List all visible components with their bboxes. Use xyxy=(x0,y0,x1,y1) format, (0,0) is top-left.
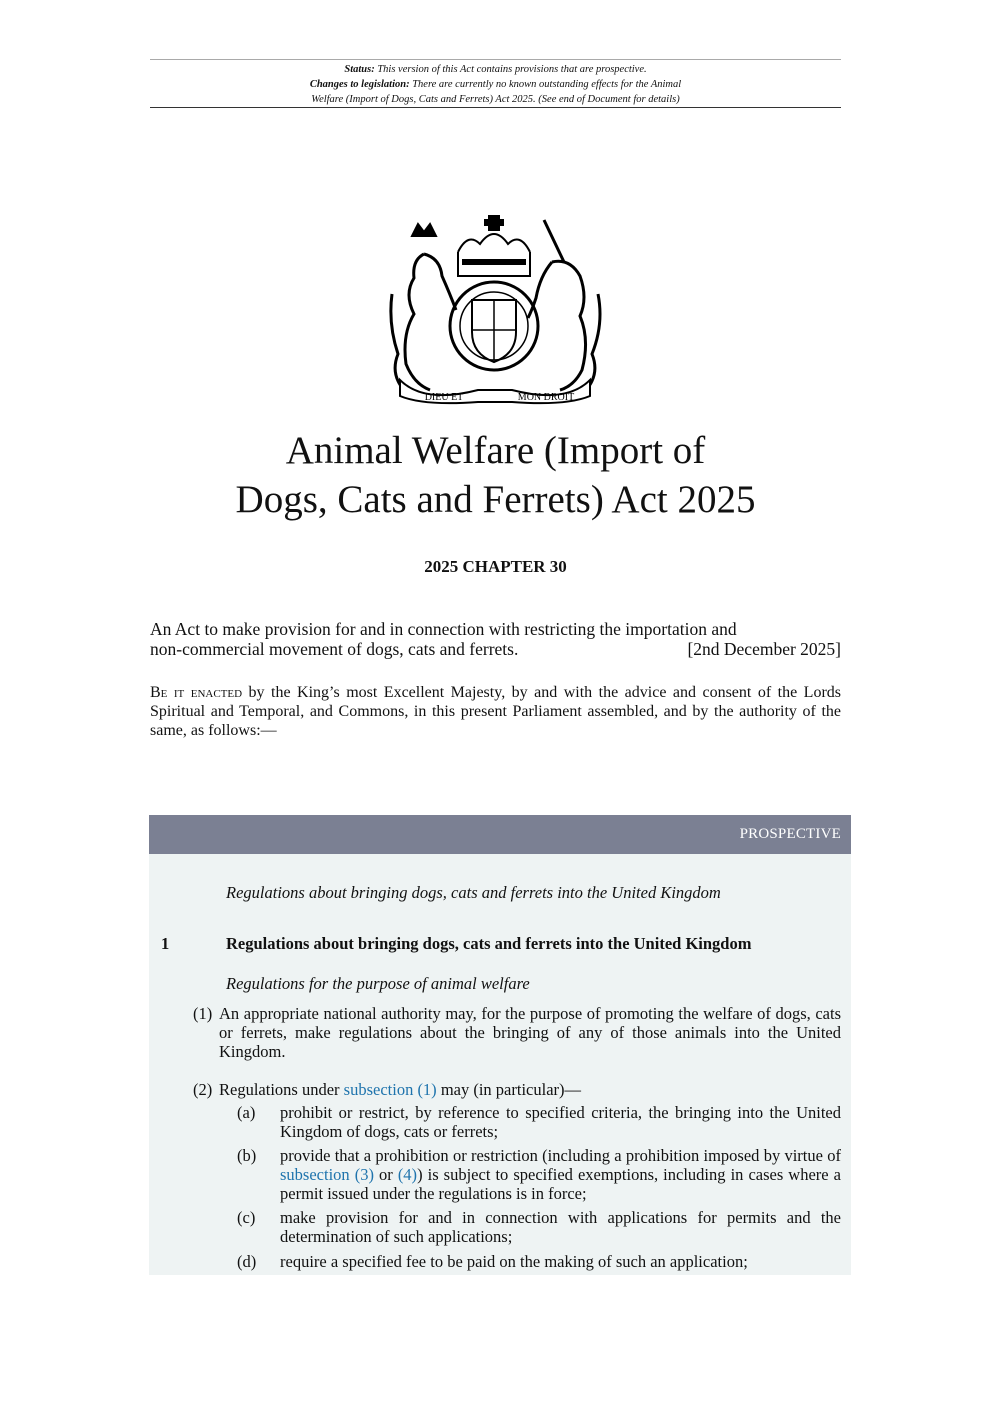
long-title-line1: An Act to make provision for and in connection with restricting the importation and xyxy=(150,619,737,639)
royal-coat-of-arms-icon xyxy=(384,214,606,406)
act-title-line2: Dogs, Cats and Ferrets) Act 2025 xyxy=(235,478,756,521)
motto-right: MON DROIT xyxy=(517,392,575,403)
prospective-block xyxy=(149,815,851,1275)
paragraph-number: (d) xyxy=(237,1252,257,1271)
subsection-number: (2) xyxy=(193,1080,213,1099)
act-title-line1: Animal Welfare (Import of xyxy=(285,429,706,472)
status-header xyxy=(150,59,841,108)
text-fragment: ) is subject to specified exemptions, including in cases where a permit issued under the regulations is in force; xyxy=(280,1165,841,1203)
subsection-text xyxy=(219,1080,841,1099)
act-title xyxy=(150,426,841,524)
paragraph-text xyxy=(280,1146,841,1203)
changes-text: There are currently no known outstanding effects for the Animal xyxy=(412,79,682,90)
subsection-1-link[interactable]: subsection (1) xyxy=(343,1080,437,1099)
royal-assent-date: [2nd December 2025] xyxy=(687,639,841,659)
subsection-number: (1) xyxy=(193,1004,213,1023)
changes-line xyxy=(150,77,841,92)
paragraph-d xyxy=(237,1252,841,1271)
paragraph-number: (a) xyxy=(237,1103,256,1122)
paragraph-b xyxy=(237,1146,841,1203)
paragraph-number: (c) xyxy=(237,1208,256,1227)
subsection-3-link[interactable]: subsection (3) xyxy=(280,1165,374,1184)
enacting-text: by the King’s most Excellent Majesty, by and with the advice and consent of the Lords Spiritual and Temporal, and Commons, in this present Parliament assembled, and by the authority of the same, as follows:— xyxy=(150,684,841,739)
changes-text-continued: Welfare (Import of Dogs, Cats and Ferrets) Act 2025. (See end of Document for details) xyxy=(311,94,680,105)
paragraph-c xyxy=(237,1208,841,1246)
paragraph-a xyxy=(237,1103,841,1141)
changes-label: Changes to legislation: xyxy=(309,79,410,90)
text-fragment: or xyxy=(373,1165,398,1184)
enacting-small-caps: Be it enacted xyxy=(150,684,243,701)
status-text: This version of this Act contains provisions that are prospective. xyxy=(377,64,647,75)
status-line xyxy=(150,62,841,77)
section-title: Regulations about bringing dogs, cats and ferrets into the United Kingdom xyxy=(226,934,752,953)
text-fragment: may (in particular)— xyxy=(436,1080,582,1099)
paragraph-text: make provision for and in connection with applications for permits and the determination of such applications; xyxy=(280,1208,841,1246)
section-subheading: Regulations for the purpose of animal welfare xyxy=(226,974,530,993)
prospective-banner: PROSPECTIVE xyxy=(149,815,851,854)
paragraph-text: require a specified fee to be paid on the making of such an application; xyxy=(280,1252,748,1271)
status-label: Status: xyxy=(344,64,375,75)
text-fragment: Regulations under xyxy=(219,1080,344,1099)
section-number: 1 xyxy=(161,934,170,953)
text-fragment: provide that a prohibition or restriction (including a prohibition imposed by virtue of xyxy=(280,1146,841,1165)
motto-left: DIEU ET xyxy=(424,392,464,403)
subsection-4-link[interactable]: (4) xyxy=(397,1165,418,1184)
subsection-1 xyxy=(193,1004,841,1061)
subsection-text: An appropriate national authority may, for the purpose of promoting the welfare of dogs, cats or ferrets, make regulations about the bringing of any of those animals into the United Kingdom. xyxy=(219,1004,841,1061)
long-title-line2: non-commercial movement of dogs, cats and ferrets. xyxy=(150,639,519,659)
paragraph-text: prohibit or restrict, by reference to specified criteria, the bringing into the United Kingdom of dogs, cats or ferrets; xyxy=(280,1103,841,1141)
paragraph-number: (b) xyxy=(237,1146,257,1165)
subsection-2 xyxy=(193,1080,841,1099)
long-title xyxy=(150,619,841,659)
enacting-formula xyxy=(150,683,841,740)
chapter-number: 2025 CHAPTER 30 xyxy=(424,557,567,576)
crossheading: Regulations about bringing dogs, cats and ferrets into the United Kingdom xyxy=(226,883,721,902)
